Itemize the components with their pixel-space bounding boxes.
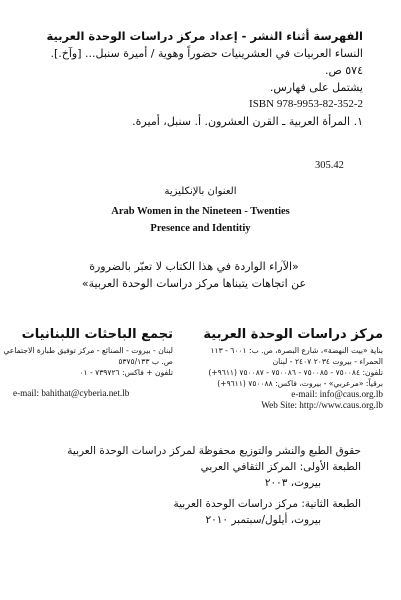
cataloguing-index-note: يشتمل على فهارس. [269, 81, 363, 94]
second-edition-label: الطبعة الثانية: مركز دراسات الوحدة العربية [173, 498, 361, 510]
rights-statement: حقوق الطبع والنشر والتوزيع محفوظة لمركز دراسات الوحدة العربية [67, 445, 361, 457]
english-title-block [0, 186, 401, 237]
cataloguing-isbn: ISBN 978-9953-82-352-2 [249, 98, 363, 110]
publisher-bahithat-name: تجمع الباحثات اللبنانيات [21, 327, 173, 342]
english-title-label: العنوان بالإنكليزية [164, 186, 237, 197]
english-title-line1: Arab Women in the Nineteen - Twenties [111, 206, 290, 217]
second-edition-place: بيروت، أيلول/سبتمبر ٢٠١٠ [205, 514, 321, 526]
cataloguing-title-line: النساء العربيات في العشرينيات حضوراً وهوية / أميرة سنبل... [وآخ.]. [50, 47, 363, 60]
publisher-caus [178, 327, 383, 411]
publisher-bahithat [3, 327, 173, 399]
publisher-caus-cable: برقياً: «مرعربي» - بيروت، فاكس: ٧٥٠٠٨٨ (٩٦١١+) [217, 379, 383, 388]
disclaimer-block [39, 258, 349, 292]
rights-block [31, 443, 361, 528]
publisher-caus-address2: الحمراء - بيروت ٢٠٣٤ ٢٤٠٧ - لبنان [272, 357, 383, 366]
publisher-caus-phone: تلفون: ٧٥٠٠٨٤ - ٧٥٠٠٨٥ - ٧٥٠٠٨٦ - ٧٥٠٠٨٧ (٩٦١١+) [208, 368, 383, 377]
english-title-line2: Presence and Identitiy [150, 223, 251, 234]
first-edition-label: الطبعة الأولى: المركز الثقافي العربي [200, 461, 361, 473]
publisher-caus-name: مركز دراسات الوحدة العربية [203, 327, 383, 342]
publisher-bahithat-email: e-mail: bahithat@cyberia.net.lb [13, 388, 130, 398]
publisher-bahithat-phone: تلفون + فاكس: ٧٣٩٧٢٦ - ٠١ [79, 368, 173, 377]
publisher-caus-website: Web Site: http://www.caus.org.lb [261, 400, 383, 410]
publisher-bahithat-address1: لبنان - بيروت - الصنائع - مركز توفيق طبارة الاجتماعي [3, 346, 173, 355]
publisher-caus-address1: بناية «بيت النهضة»، شارع البصرة، ص. ب: ٦٠٠١ - ١١٣ [210, 346, 383, 355]
cataloguing-block [23, 28, 363, 130]
cataloguing-subjects: ١. المرأة العربية ـ القرن العشرون. أ. سنبل، أميرة. [132, 115, 363, 128]
call-number: 305.42 [315, 160, 344, 171]
cataloguing-pages: ٥٧٤ ص. [324, 64, 363, 77]
publisher-bahithat-address2: ص. ب ٥٣٧٥/١٣٣ [118, 357, 173, 366]
first-edition-place: بيروت، ٢٠٠٣ [264, 477, 321, 489]
publisher-caus-email: e-mail: info@caus.org.lb [291, 389, 383, 399]
disclaimer-line2: عن اتجاهات يتبناها مركز دراسات الوحدة العربية» [81, 277, 307, 290]
disclaimer-line1: «الآراء الواردة في هذا الكتاب لا تعبّر بالضرورة [89, 260, 299, 273]
cataloguing-heading: الفهرسة أثناء النشر - إعداد مركز دراسات الوحدة العربية [46, 29, 363, 43]
